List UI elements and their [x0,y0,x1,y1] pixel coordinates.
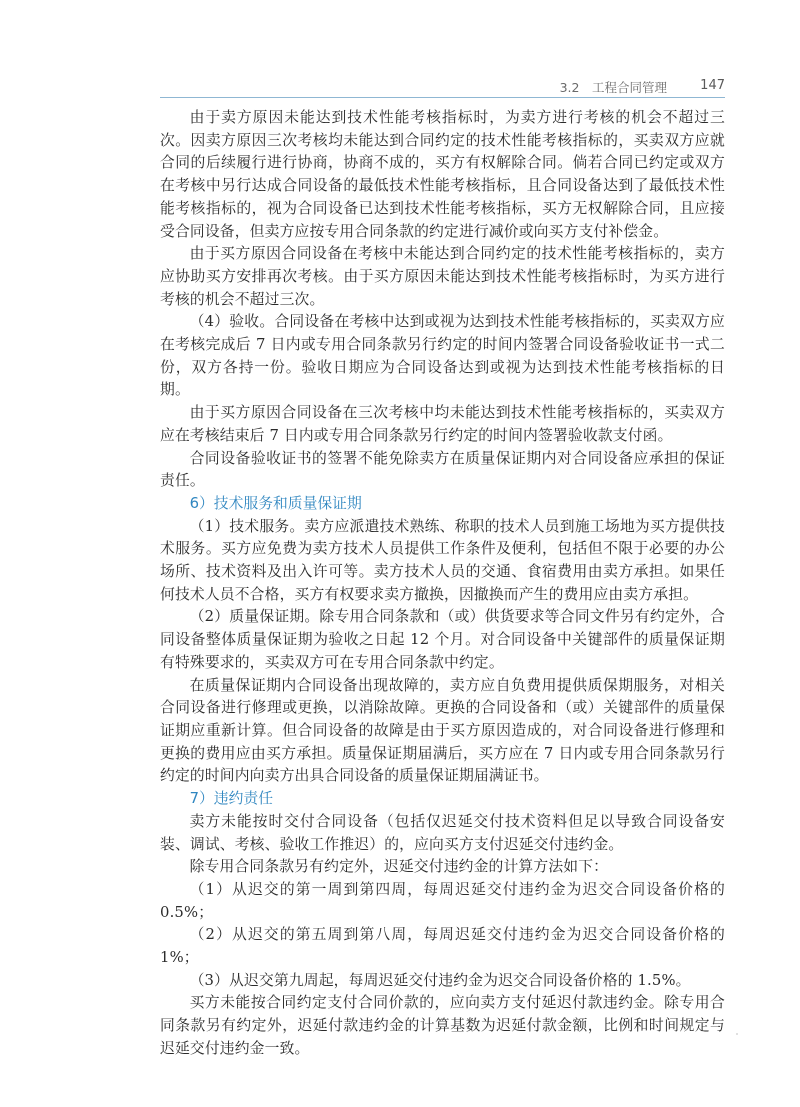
paragraph: （1）技术服务。卖方应派遣技术熟练、称职的技术人员到施工场地为买方提供技术服务。买方应免费为卖方技术人员提供工作条件及便利，包括但不限于必要的办公场所、技术资料及出入许可等。卖方技术人员的交通、食宿费用由卖方承担。如果任何技术人员不合格，买方有权要求卖方撤换，因撤换而产生的费用应由卖方承担。 [160,517,725,603]
list-item: （2）从迟交的第五周到第八周，每周迟延交付违约金为迟交合同设备价格的 1%； [160,926,725,967]
section-title: 3.2 工程合同管理 [559,80,667,95]
body-text [160,107,725,1061]
section-heading: 7）违约责任 [189,790,273,808]
paragraph: 由于买方原因合同设备在三次考核中均未能达到技术性能考核指标的，买卖双方应在考核结束后 7 日内或专用合同条款另行约定的时间内签署验收款支付函。 [160,404,725,444]
paragraph: 由于买方原因合同设备在考核中未能达到合同约定的技术性能考核指标的，卖方应协助买方安排再次考核。由于买方原因未能达到技术性能考核指标时，为买方进行考核的机会不超过三次。 [160,245,725,308]
page-number: 147 [700,78,725,93]
paragraph: 除专用合同条款另有约定外，迟延交付违约金的计算方法如下： [189,858,609,876]
paragraph: 买方未能按合同约定支付合同价款的，应向卖方支付延迟付款违约金。除专用合同条款另有约定外，迟延付款违约金的计算基数为迟延付款金额，比例和时间规定与迟延交付违约金一致。 [160,994,725,1057]
section-heading: 6）技术服务和质量保证期 [189,494,362,512]
paragraph: 由于卖方原因未能达到技术性能考核指标时，为卖方进行考核的机会不超过三次。因卖方原因三次考核均未能达到合同约定的技术性能考核指标的，买卖双方应就合同的后续履行进行协商，协商不成的，买方有权解除合同。倘若合同已约定或双方在考核中另行达成合同设备的最低技术性能考核指标，且合同设备达到了最低技术性能考核指标的，视为合同设备已达到技术性能考核指标，买方无权解除合同，且应接受合同设备，但卖方应按专用合同条款的约定进行减价或向买方支付补偿金。 [160,109,725,240]
paragraph: 卖方未能按时交付合同设备（包括仅迟延交付技术资料但足以导致合同设备安装、调试、考核、验收工作推迟）的，应向买方支付迟延交付违约金。 [160,812,725,853]
paragraph: 在质量保证期内合同设备出现故障的，卖方应自负费用提供质保期服务，对相关合同设备进行修理或更换，以消除故障。更换的合同设备和（或）关键部件的质量保证期应重新计算。但合同设备的故障是由于买方原因造成的，对合同设备进行修理和更换的费用应由买方承担。质量保证期届满后，买方应在 7 日内或专用合同条款另行约定的时间内向卖方出具合同设备的质量保证期届满证书。 [160,676,725,785]
paragraph: （4）验收。合同设备在考核中达到或视为达到技术性能考核指标的，买卖双方应在考核完成后 7 日内或专用合同条款另行约定的时间内签署合同设备验收证书一式二份，双方各持一份。验收日期应为合同设备达到或视为达到技术性能考核指标的日期。 [160,313,725,399]
list-item: （1）从迟交的第一周到第四周，每周迟延交付违约金为迟交合同设备价格的 0.5%； [160,880,725,921]
running-header [160,78,725,98]
page-speck [736,1033,738,1035]
paragraph: （2）质量保证期。除专用合同条款和（或）供货要求等合同文件另有约定外，合同设备整体质量保证期为验收之日起 12 个月。对合同设备中关键部件的质量保证期有特殊要求的，买卖双方可在专用合同条款中约定。 [160,608,725,671]
paragraph: 合同设备验收证书的签署不能免除卖方在质量保证期内对合同设备应承担的保证责任。 [160,449,725,490]
list-item: （3）从迟交第九周起，每周迟延交付违约金为迟交合同设备价格的 1.5%。 [189,971,691,989]
header-rule [160,97,725,98]
